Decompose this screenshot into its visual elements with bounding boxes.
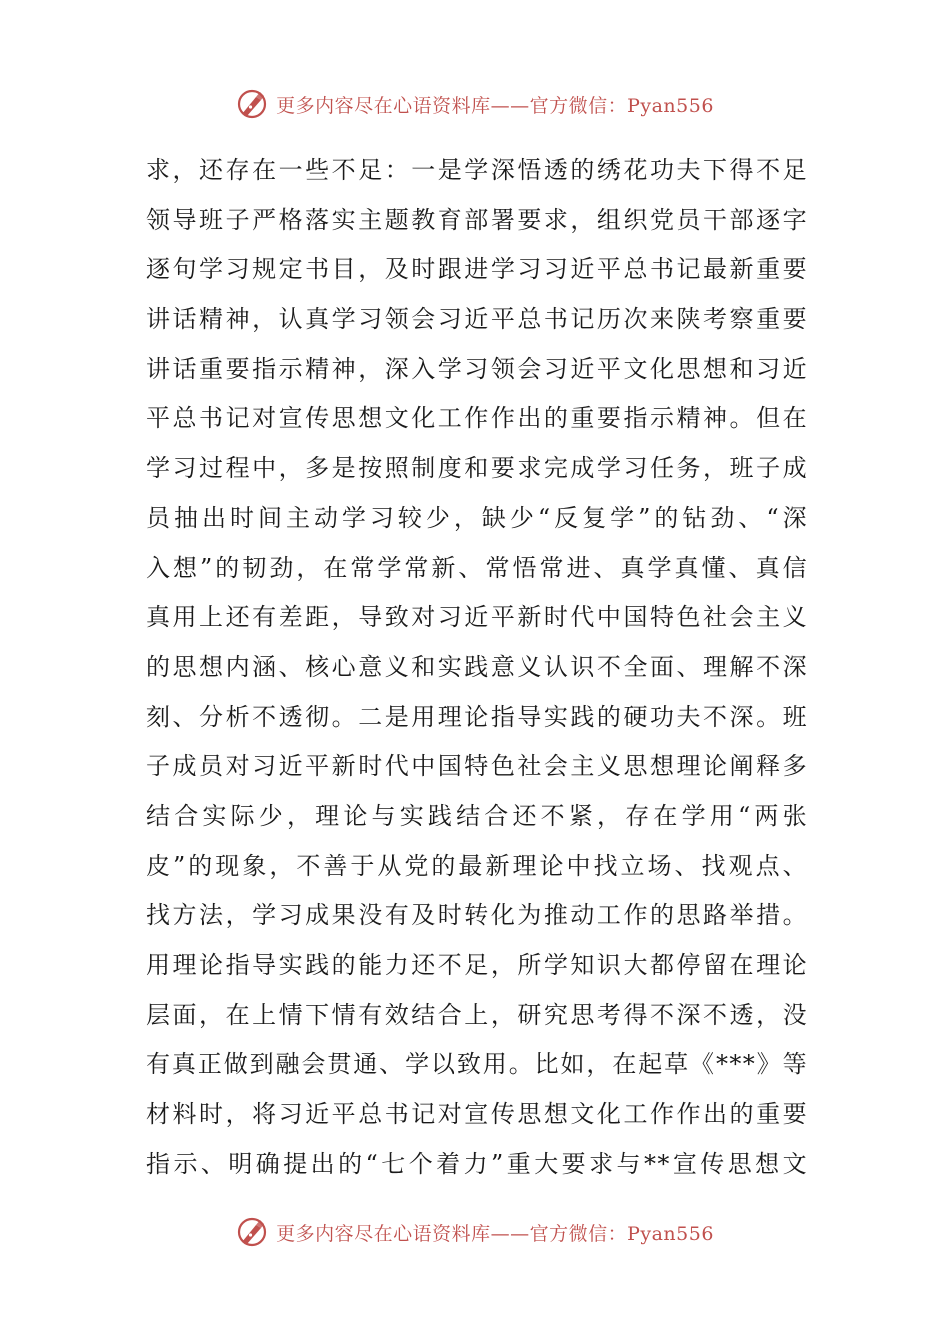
body-line: 有真正做到融会贯通、学以致用。比如，在起草《***》等: [146, 1050, 808, 1079]
footer-banner-text: 更多内容尽在心语资料库——官方微信：Pyan556: [276, 1222, 714, 1245]
pen-nib-circle-icon: [236, 88, 268, 120]
body-line: 指示、明确提出的“七个着力”重大要求与**宣传思想文: [146, 1149, 808, 1178]
header-banner: [0, 84, 950, 124]
body-line: 讲话重要指示精神，深入学习领会习近平文化思想和习近: [146, 354, 808, 383]
body-line: 层面，在上情下情有效结合上，研究思考得不深不透，没: [146, 1000, 808, 1029]
header-banner-text: 更多内容尽在心语资料库——官方微信：Pyan556: [276, 94, 714, 117]
body-line: 用理论指导实践的能力还不足，所学知识大都停留在理论: [146, 951, 808, 979]
body-line: 讲话精神，认真学习领会习近平总书记历次来陕考察重要: [146, 305, 808, 334]
body-line: 入想”的韧劲，在常学常新、常悟常进、真学真懂、真信: [146, 553, 808, 582]
body-line: 的思想内涵、核心意义和实践意义认识不全面、理解不深: [146, 652, 808, 681]
body-line: 真用上还有差距，导致对习近平新时代中国特色社会主义: [146, 603, 808, 632]
body-line: 子成员对习近平新时代中国特色社会主义思想理论阐释多: [146, 752, 808, 781]
body-line: 学习过程中，多是按照制度和要求完成学习任务，班子成: [146, 454, 808, 483]
body-line: 员抽出时间主动学习较少，缺少“反复学”的钻劲、“深: [146, 503, 808, 532]
body-line: 皮”的现象，不善于从党的最新理论中找立场、找观点、: [146, 851, 808, 880]
body-line: 找方法，学习成果没有及时转化为推动工作的思路举措。: [146, 901, 808, 930]
document-body: [146, 150, 808, 1193]
body-line: 逐句学习规定书目，及时跟进学习习近平总书记最新重要: [146, 255, 808, 284]
body-line: 平总书记对宣传思想文化工作作出的重要指示精神。但在: [146, 404, 808, 433]
body-line: 求，还存在一些不足：一是学深悟透的绣花功夫下得不足: [146, 156, 808, 184]
body-line: 领导班子严格落实主题教育部署要求，组织党员干部逐字: [146, 205, 808, 234]
body-line: 材料时，将习近平总书记对宣传思想文化工作作出的重要: [146, 1100, 808, 1129]
body-line: 刻、分析不透彻。二是用理论指导实践的硬功夫不深。班: [146, 702, 808, 731]
footer-banner: [0, 1212, 950, 1252]
pen-nib-circle-icon: [236, 1216, 268, 1248]
body-line: 结合实际少，理论与实践结合还不紧，存在学用“两张: [146, 801, 808, 830]
